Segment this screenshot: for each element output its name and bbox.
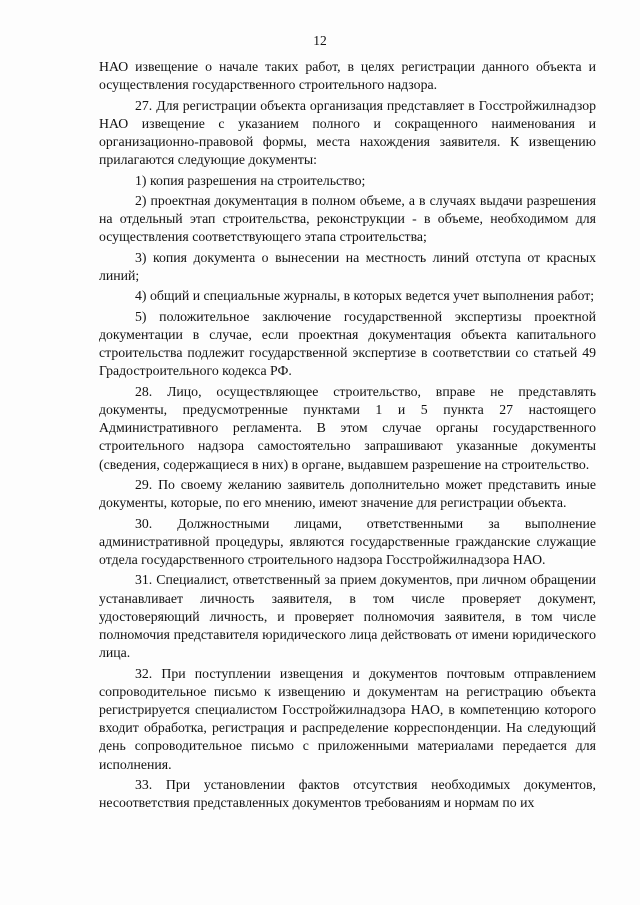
list-item-4: 4) общий и специальные журналы, в которых ведется учет выполнения работ;	[135, 288, 595, 304]
paragraph-33: 33. При установлении фактов отсутствия необходимых документов, несоответствия представленных документов требованиям и нормам по их	[99, 776, 596, 811]
page-number: 12	[313, 33, 327, 48]
paragraph-29: 29. По своему желанию заявитель дополнительно может представить иные документы, которые, по его мнению, имеют значение для регистрации объекта.	[99, 476, 596, 511]
list-item-2: 2) проектная документация в полном объеме, а в случаях выдачи разрешения на отдельный этап строительства, реконструкции - в объеме, необходимом для осуществления соответствующего этапа строительства;	[99, 192, 596, 245]
document-body	[99, 58, 596, 815]
paragraph-continuation: НАО извещение о начале таких работ, в целях регистрации данного объекта и осуществления государственного строительного надзора.	[99, 59, 596, 93]
paragraph-28: 28. Лицо, осуществляющее строительство, вправе не представлять документы, предусмотренные пунктами 1 и 5 пункта 27 настоящего Административного регламента. В этом случае органы государственного строительного надзора самостоятельно запрашивают указанные документы (сведения, содержащиеся в них) в органе, выдавшем разрешение на строительство.	[99, 383, 596, 472]
list-item-5: 5) положительное заключение государственной экспертизы проектной документации в случае, если проектная документация объекта капитального строительства подлежит государственной экспертизе в соответствии со статьей 49 Градостроительного кодекса РФ.	[99, 308, 596, 379]
list-item-1: 1) копия разрешения на строительство;	[135, 172, 366, 188]
paragraph-27: 27. Для регистрации объекта организация представляет в Госстройжилнадзор НАО извещение с указанием полного и сокращенного наименования и организационно-правовой формы, места нахождения заявителя. К извещению прилагаются следующие документы:	[99, 97, 596, 168]
paragraph-31: 31. Специалист, ответственный за прием документов, при личном обращении устанавливает личность заявителя, в том числе проверяет документ, удостоверяющий личность, и проверяет полномочия заявителя, в том числе полномочия представителя юридического лица действовать от имени юридического лица.	[99, 572, 596, 661]
list-item-3: 3) копия документа о вынесении на местность линий отступа от красных линий;	[99, 249, 596, 283]
paragraph-32: 32. При поступлении извещения и документов почтовым отправлением сопроводительное письмо к извещению и документам на регистрацию объекта регистрируется специалистом Госстройжилнадзора НАО, в компетенцию которого входит обработка, регистрация и распределение корреспонденции. На следующий день сопроводительное письмо с приложенными материалами передается для исполнения.	[99, 665, 596, 772]
paragraph-30: 30. Должностными лицами, ответственными за выполнение административной процедуры, являются государственные гражданские служащие отдела государственного строительного надзора Госстройжилнадзора НАО.	[99, 515, 596, 567]
